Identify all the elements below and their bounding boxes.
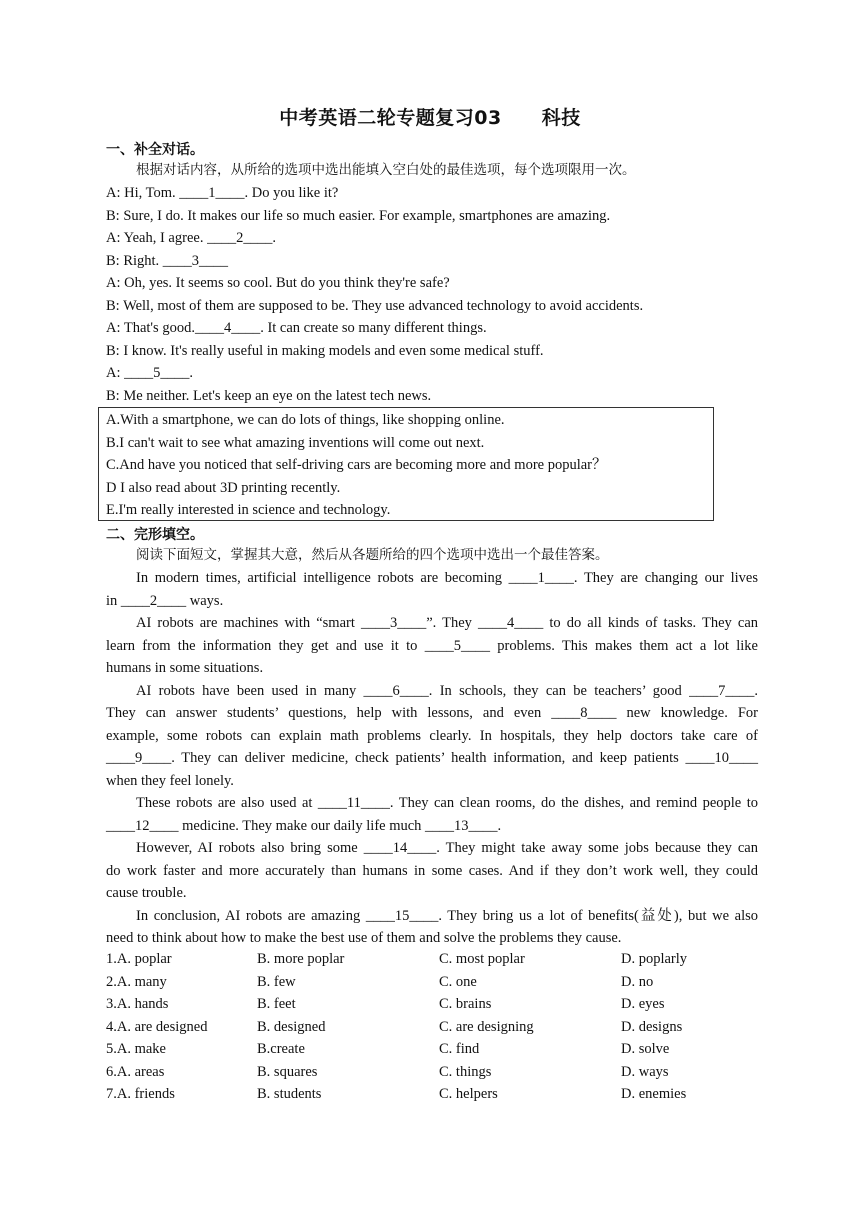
choice-row xyxy=(106,1041,758,1061)
choice-option: C. are designing xyxy=(439,1018,534,1035)
passage-line: ____9____. They can deliver medicine, check patients’ health information, and keep patients ____10____ xyxy=(106,750,758,766)
choice-option: C. one xyxy=(439,973,477,990)
dialogue-line: B: Sure, I do. It makes our life so much easier. For example, smartphones are amazing. xyxy=(106,207,611,224)
passage-line: ____12____ medicine. They make our daily life much ____13____. xyxy=(106,817,502,834)
passage-line: in ____2____ ways. xyxy=(106,592,224,609)
dialogue-line: B: I know. It's really useful in making models and even some medical stuff. xyxy=(106,342,544,359)
passage-line: need to think about how to make the best use of them and solve the problems they cause. xyxy=(106,930,622,946)
choice-option: B. feet xyxy=(257,996,296,1012)
choice-option: 3.A. hands xyxy=(106,996,169,1012)
title-main: 中考英语二轮专题复习03 xyxy=(279,107,502,129)
passage-line: In conclusion, AI robots are amazing ____15____. They bring us a lot of benefits(益处), but we also xyxy=(136,907,758,924)
choice-option: B. few xyxy=(257,973,296,990)
choice-option: C. most poplar xyxy=(439,951,525,967)
option-item: C.And have you noticed that self-driving cars are becoming more and more popular？ xyxy=(106,457,607,473)
passage-line: humans in some situations. xyxy=(106,660,264,676)
choice-option: D. no xyxy=(621,973,654,990)
passage-line: when they feel lonely. xyxy=(106,772,234,789)
choice-option: B. students xyxy=(257,1086,322,1102)
choice-option: C. helpers xyxy=(439,1086,498,1102)
dialogue-line: B: Well, most of them are supposed to be. They use advanced technology to avoid accidents. xyxy=(106,297,644,314)
dialogue-line: A: ____5____. xyxy=(106,365,193,381)
choice-row xyxy=(106,974,758,994)
passage-line: do work faster and more accurately than humans in some cases. And if they don’t work well, they could xyxy=(106,862,758,879)
dialogue-line: A: Yeah, I agree. ____2____. xyxy=(106,230,276,246)
choice-row xyxy=(106,1086,758,1106)
option-item: E.I'm really interested in science and technology. xyxy=(106,502,391,518)
option-item: B.I can't wait to see what amazing inventions will come out next. xyxy=(106,434,485,451)
passage-line: They can answer students’ questions, help with lessons, and even ____8____ new knowledge. For xyxy=(106,705,758,721)
choice-option: C. find xyxy=(439,1041,480,1057)
choice-option: B. squares xyxy=(257,1063,318,1080)
choice-option: 6.A. areas xyxy=(106,1063,165,1080)
choice-option: D. enemies xyxy=(621,1086,687,1102)
choice-row xyxy=(106,1019,758,1039)
section2-instruction: 阅读下面短文，掌握其大意，然后从各题所给的四个选项中选出一个最佳答案。 xyxy=(136,547,609,563)
option-item: A.With a smartphone, we can do lots of things, like shopping online. xyxy=(106,412,505,428)
dialogue-line: A: Hi, Tom. ____1____. Do you like it? xyxy=(106,185,339,201)
passage-line: cause trouble. xyxy=(106,885,187,901)
choice-option: D. designs xyxy=(621,1018,683,1035)
choice-row xyxy=(106,1064,758,1084)
page-title xyxy=(0,103,860,130)
section2-heading: 二、完形填空。 xyxy=(106,527,204,543)
passage-line: These robots are also used at ____11____. They can clean rooms, do the dishes, and remind people to xyxy=(136,795,758,811)
choice-option: D. poplarly xyxy=(621,951,688,967)
passage-line: AI robots are machines with “smart ____3____”. They ____4____ to do all kinds of tasks. They can xyxy=(136,615,758,631)
choice-option: 2.A. many xyxy=(106,973,167,990)
dialogue-line: B: Right. ____3____ xyxy=(106,252,229,269)
section1-heading: 一、补全对话。 xyxy=(106,142,204,158)
section1-instruction: 根据对话内容，从所给的选项中选出能填入空白处的最佳选项，每个选项限用一次。 xyxy=(136,162,636,178)
choice-option: B. designed xyxy=(257,1018,326,1035)
choice-option: 7.A. friends xyxy=(106,1086,175,1102)
choice-option: D. solve xyxy=(621,1041,670,1057)
choice-option: 4.A. are designed xyxy=(106,1018,208,1035)
passage-line: learn from the information they get and use it to ____5____ problems. This makes them act a lot like xyxy=(106,637,758,654)
choice-option: D. ways xyxy=(621,1063,669,1080)
choice-option: C. things xyxy=(439,1063,492,1080)
passage-line: example, some robots can explain math problems clearly. In hospitals, they help doctors take care of xyxy=(106,727,758,744)
title-topic: 科技 xyxy=(541,107,581,129)
choice-option: 1.A. poplar xyxy=(106,951,172,967)
dialogue-line: B: Me neither. Let's keep an eye on the latest tech news. xyxy=(106,387,432,404)
option-item: D I also read about 3D printing recently. xyxy=(106,479,341,496)
choice-option: C. brains xyxy=(439,996,492,1012)
dialogue-line: A: Oh, yes. It seems so cool. But do you think they're safe? xyxy=(106,275,450,291)
passage-line: However, AI robots also bring some ____14____. They might take away some jobs because they can xyxy=(136,840,758,856)
choice-option: D. eyes xyxy=(621,996,665,1012)
choice-option: B.create xyxy=(257,1041,305,1057)
choice-option: B. more poplar xyxy=(257,951,345,967)
passage-line: AI robots have been used in many ____6____. In schools, they can be teachers’ good ____7____. xyxy=(136,682,758,699)
passage-line: In modern times, artificial intelligence robots are becoming ____1____. They are changing our lives xyxy=(136,570,758,586)
choice-row xyxy=(106,951,758,971)
choice-row xyxy=(106,996,758,1016)
choice-option: 5.A. make xyxy=(106,1041,166,1057)
dialogue-line: A: That's good.____4____. It can create so many different things. xyxy=(106,320,487,336)
